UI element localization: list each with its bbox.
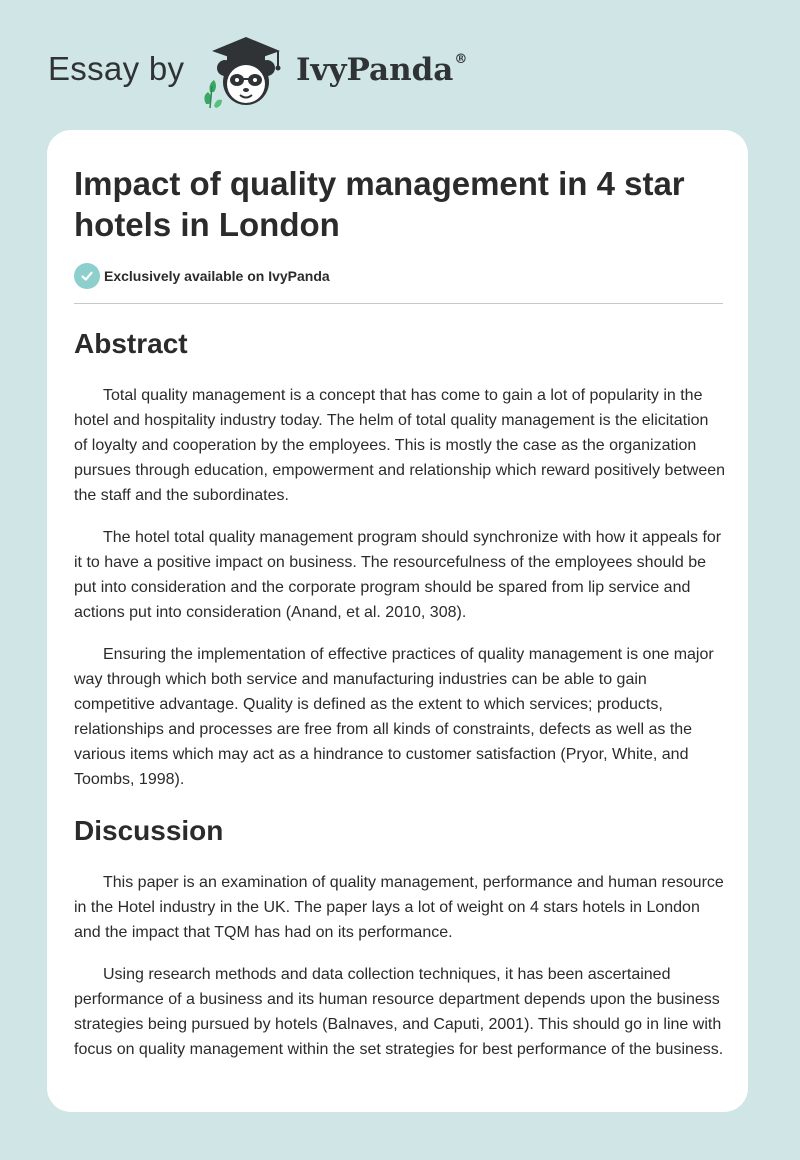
brand-logo-text[interactable] — [296, 52, 467, 88]
paragraph: Ensuring the implementation of effective practices of quality management is one major way through which both service and manufacturing industries can be able to gain competitive advantage. Quality is defined as the extent to which services; products, relationships and processes are free from all kinds of constraints, defects as well as the various items which may act as a hindrance to customer satisfaction (Pryor, White, and Toombs, 1998). — [74, 646, 714, 788]
exclusive-badge-label: Exclusively available on IvyPanda — [104, 268, 330, 284]
essay-by-label: Essay by — [48, 50, 185, 87]
section-abstract — [74, 322, 726, 792]
paragraph: Using research methods and data collection techniques, it has been ascertained performance of a business and its human resource department depends upon the business strategies being pursued by hotels (Balnaves, and Caputi, 2001). This should go in line with focus on quality management within the set strategies for best performance of the business. — [74, 966, 724, 1058]
essay-body — [74, 322, 726, 1079]
section-heading: Discussion — [74, 815, 224, 846]
paragraph: This paper is an examination of quality management, performance and human resource in the Hotel industry in the UK. The paper lays a lot of weight on 4 stars hotels in London and the impact that TQM has had on its performance. — [74, 874, 724, 941]
site-header — [0, 0, 800, 130]
essay-card — [47, 130, 748, 1112]
exclusive-badge — [74, 263, 330, 289]
essay-title: Impact of quality management in 4 star hotels in London — [74, 165, 685, 243]
paragraph: The hotel total quality management program should synchronize with how it appeals for it to have a positive impact on business. The resourcefulness of the employees should be put into consideration and the corporate program should be spared from lip service and actions put into consideration (Anand, et al. 2010, 308). — [74, 529, 722, 621]
brand-name: IvyPanda — [296, 52, 454, 88]
title-divider — [74, 303, 723, 304]
panda-graduate-icon[interactable] — [196, 34, 292, 110]
check-icon — [74, 263, 100, 289]
registered-mark: ® — [454, 51, 468, 67]
section-discussion — [74, 809, 726, 1062]
section-heading: Abstract — [74, 328, 188, 359]
paragraph: Total quality management is a concept that has come to gain a lot of popularity in the hotel and hospitality industry today. The helm of total quality management is the elicitation of loyalty and cooperation by the employees. This is mostly the case as the organization pursues through education, empowerment and relationship which reward positively between the staff and the subordinates. — [74, 387, 726, 504]
